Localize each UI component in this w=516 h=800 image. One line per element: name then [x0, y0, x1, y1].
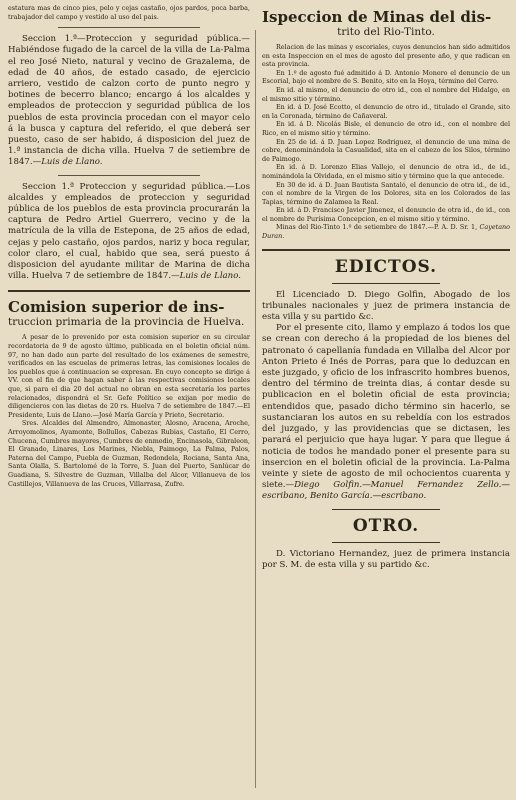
town-list: Sres. Alcaldes del Almendro, Almonaster, Alosno, Aracena, Aroche, Arroyomolinos, Ayamonte, Bollullos, Cabezas Rubias, Castaño, El Cerro, Chucena, Cumbres mayores, Cumbres de enmedio, Encinasola, Gibraleon, El Granado, Linares, Los Marines, Niebla, Paimogo, La Palma, Palos, Paterna del Campo, Puebla de Guzman, Redondela, Rociana, Santa Ana, Santa Olalla, S. Bartolomé de la Torre, S. Juan del Puerto, Sanlúcar de Guadiana, S. Silvestre de Guzman, Villalba del Alcor, Villanueva de los Castillejos, Villanueva de las Cruces, Villarrasa, Zufre. [8, 419, 250, 488]
left-column [8, 4, 250, 794]
separator [332, 542, 440, 543]
separator [58, 27, 200, 28]
closing-text: Minas del Rio-Tinto 1.º de setiembre de 1847.—P. A. D. Sr. 1, [276, 223, 478, 232]
right-column [262, 4, 510, 794]
mines-entry: En 25 de id. á D. Juan Lopez Rodriguez, el denuncio de una mina de cobre, denominándola la Casualidad, sita en el cabezo de los Silos, término de Paimogo. [262, 137, 510, 163]
section-title: Comision superior de ins- [8, 298, 225, 317]
notice-signature: Luis de Llano. [179, 271, 241, 282]
mines-entry: En id. al mismo, el denuncio de otro id., con el nombre del Hidalgo, en el mismo sitio y término. [262, 85, 510, 103]
edict-signature: Diego Golfin.—Manuel Fernandez Zello.—escribano, Benito García.—escribano. [262, 480, 510, 502]
column-divider [255, 30, 256, 788]
mines-entry: En 1.º de agosto fué admitido á D. Antonio Monero el denuncio de un Escorial, bajo el nombre de S. Benito, sito en la Hoya, término del Cerro. [262, 68, 510, 86]
edict-text: Por el presente cito, llamo y emplazo á todos los que se crean con derecho á la propiedad de los bienes del patronato ó capellanía fundada en Villalba del Alcor por Anton Prieto é Inés de Porras, para que lo deduzcan en este juzgado, y oficio de los infrascrito hombres buenos, dentro del término de treinta dias, á contar desde su publicacion en el boletin oficial de esta provincia; entendidos que, pasado dicho término sin hacerlo, se sustanciaran los autos en su rebeldía con los estrados del juzgado, y las providencias que se dictasen, les parará el perjuicio que haya lugar. Y para que llegue á noticia de todos he mandado poner el presente para su insercion en el boletin oficial de la provincia. La-Palma veinte y siete de agosto de mil ochocientos cuarenta y siete.— [262, 323, 510, 491]
mines-intro: Relacion de las minas y escoriales, cuyos denuncios han sido admitidos en esta Inspeccion en el mes de agosto del presente año, y que radican en esta provincia. [262, 43, 510, 69]
separator [332, 283, 440, 284]
notice-fugitive-jose-nieto [8, 34, 250, 168]
separator [332, 509, 440, 510]
section-title: EDICTOS. [334, 256, 438, 277]
top-fragment: estatura mas de cinco pies, pelo y cejas castaño, ojos pardos, poca barba, trabajador del campo y vestido al uso del pais. [8, 4, 250, 21]
otro-text: D. Victoriano Hernandez, juez de primera instancia por S. M. de esta villa y su partido &c. [262, 548, 510, 570]
mines-closing [262, 223, 510, 240]
mines-entry: En id. á D. José Ecotto, el denuncio de otro id., titulado el Grande, sito en la Coronada, término de Cañaveral. [262, 103, 510, 120]
section-subtitle: truccion primaria de la provincia de Huelva. [8, 316, 245, 329]
edict-body [262, 323, 510, 502]
section-separator [8, 290, 250, 292]
notice-text: Seccion 1.ª Proteccion y seguridad pública.—Los alcaldes y empleados de proteccion y seguridad pública de los pueblos de esta provincia procurarán la captura de Pedro Artiel Guerrero, vecino y de la matrícula de la villa de Estepona, de 25 años de edad, cejas y pelo castaño, ojos pardos, nariz y boca regular, color claro, el cual, habido que sea, será puesto á disposicion del ayudante militar de Marina de dicha villa. Huelva 7 de setiembre de 1847.— [8, 181, 250, 282]
section-subtitle: trito del Rio-Tinto. [337, 26, 435, 38]
commission-text: A pesar de lo prevenido por esta comision superior en su circular recordatoria de 9 de agosto último, publicada en el boletin oficial núm. 97, no han dado aun parte del resultado de los exámenes de semestre, verificados en las escuelas de primeras letras, las comisiones locales de los pueblos que á continuacion se expresan. En cuyo concepto se dirige á VV. con el fin de que hagan saber á las respectivas comisiones locales que, si para el dia 20 del actual no obran en esta secretaría los partes relacionados, dispondrá el Sr. Gefe Político se exijan por medio de diligencieros con las dietas de 20 rs. Huelva 7 de setiembre de 1847.—El Presidente, Luis de Llano.—José María García y Prieto, Secretario. [8, 333, 250, 419]
edict-intro: El Licenciado D. Diego Golfin, Abogado de los tribunales nacionales y juez de primera instancia de esta villa y su partido &c. [262, 289, 510, 323]
mines-entry: En id. á D. Nicolás Bisle, el denuncio de otro id., con el nombre del Rico, en el mismo sitio y término. [262, 120, 510, 137]
mines-entry: En 30 de id. á D. Juan Bautista Santaló, el denuncio de otra id., de id., con el nombre de la Virgen de los Dolores, sita en los Colorados de las Tapias, término de Zalamea la Real. [262, 180, 510, 206]
mines-entry: En id. á D. Francisco Javier Jimenez, el denuncio de otra id., de id., con el nombre de Purísima Concepcion, en el mismo sitio y término. [262, 206, 510, 223]
notice-signature: Luis de Llano. [41, 157, 103, 168]
mines-entry: En id. á D. Lorenzo Elias Vallejo, el denuncio de otra id., de id., nominándola la Olvidada, en el mismo sitio y término que la que antecede. [262, 163, 510, 180]
section-separator [262, 249, 510, 251]
notice-capture-pedro-artiel [8, 182, 250, 283]
section-title: OTRO. [352, 515, 420, 536]
closing-signature: Cayetano Duran. [262, 223, 510, 241]
section-title: Ispeccion de Minas del dis- [262, 8, 492, 26]
notice-text: Seccion 1.ª—Proteccion y seguridad pública.—Habiéndose fugado de la carcel de la villa de La-Palma el reo José Nieto, natural y vecino de Grazalema, de edad de 40 años, de estado casado, de ejercicio arriero, vestido de calzon corto de punto negro y botines de becerro blanco; encargo á los alcaldes y empleados de proteccion y seguridad pública de los pueblos de esta provincia procedan con el mayor celo á la busca y captura del referido, el que deberá ser puesto, caso de ser habido, á disposicion del juez de 1.ª instancia de dicha villa. Huelva 7 de setiembre de 1847.— [8, 34, 250, 168]
separator [58, 175, 200, 176]
